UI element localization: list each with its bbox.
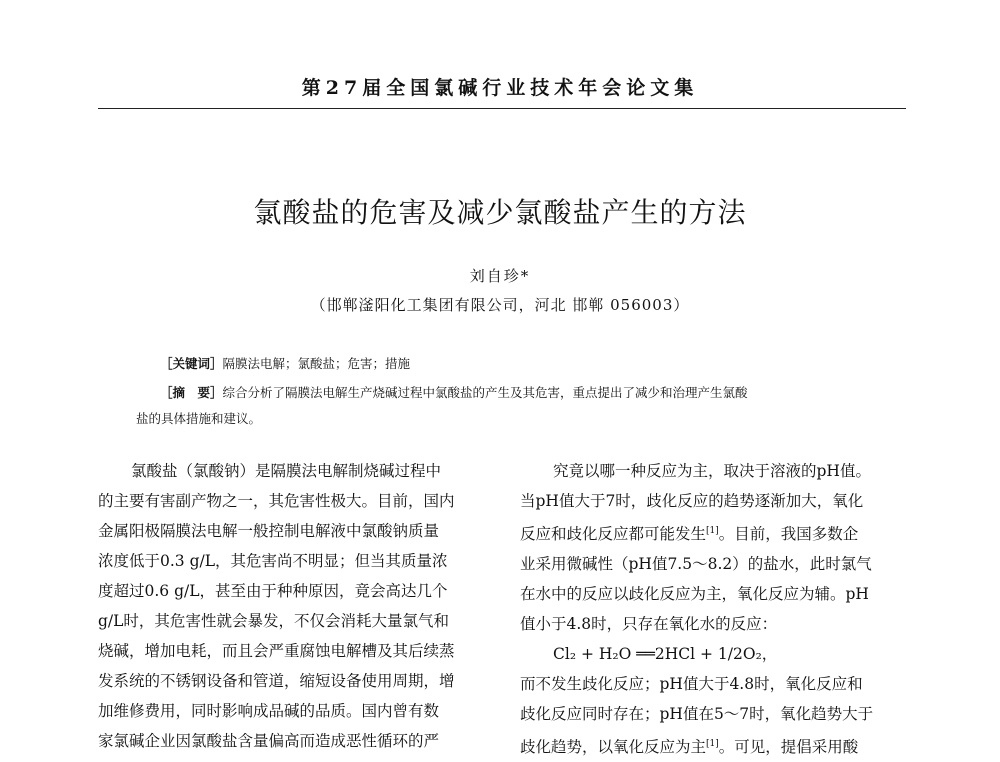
- left-line: 度超过0.6 g/L，甚至由于种种原因，竟会高达几个: [98, 582, 448, 600]
- header-rule: [98, 108, 906, 109]
- left-line: g/L时，其危害性就会暴发，不仅会消耗大量氯气和: [98, 612, 449, 630]
- right-column: [520, 456, 906, 762]
- right-line: 在水中的反应以歧化反应为主，氧化反应为辅。pH: [520, 585, 869, 604]
- author-name: 刘自珍*: [469, 267, 531, 285]
- left-line: 金属阳极隔膜法电解一般控制电解液中氯酸钠质量: [98, 522, 440, 540]
- right-line-tail: 。可见，提倡采用酸: [718, 738, 859, 757]
- left-column: [98, 456, 484, 756]
- left-line: 浓度低于0.3 g/L，其危害尚不明显；但当其质量浓: [98, 552, 448, 570]
- left-line: 加维修费用，同时影响成品碱的品质。国内曾有数: [98, 702, 440, 720]
- citation-ref: [1]: [706, 739, 719, 750]
- abstract-label: ［摘 要］: [160, 385, 223, 400]
- right-line-text: 歧化趋势，以氧化反应为主: [520, 738, 707, 757]
- left-line: 家氯碱企业因氯酸盐含量偏高而造成恶性循环的严: [98, 732, 440, 750]
- running-header: 第27届全国氯碱行业技术年会论文集: [301, 77, 699, 99]
- right-line: 当pH值大于7时，歧化反应的趋势逐渐加大，氧化: [520, 492, 864, 510]
- keywords-label: ［关键词］: [160, 356, 223, 371]
- author-affiliation: （邯郸滏阳化工集团有限公司，河北 邯郸 056003）: [310, 296, 690, 314]
- right-line: 而不发生歧化反应；pH值大于4.8时，氧化反应和: [520, 675, 863, 694]
- citation-ref: [1]: [706, 526, 719, 536]
- left-line: 的主要有害副产物之一，其危害性极大。目前，国内: [98, 492, 455, 510]
- chemical-equation: Cl₂ + H₂O ══2HCl + 1/2O₂，: [553, 645, 778, 664]
- abstract-line-1: 综合分析了隔膜法电解生产烧碱过程中氯酸盐的产生及其危害，重点提出了减少和治理产生氯酸: [222, 385, 748, 400]
- right-line: 值小于4.8时，只存在氧化水的反应：: [520, 615, 778, 634]
- left-line: 烧碱，增加电耗，而且会严重腐蚀电解槽及其后续蒸: [98, 642, 455, 660]
- abstract-line-2: 盐的具体措施和建议。: [136, 411, 262, 426]
- right-line: [520, 516, 906, 549]
- left-line: 氯酸盐（氯酸钠）是隔膜法电解制烧碱过程中: [131, 462, 442, 480]
- abstract: [136, 380, 886, 432]
- right-line-tail: 。目前，我国多数企: [718, 525, 859, 544]
- keywords: [160, 354, 880, 372]
- paper-title: 氯酸盐的危害及减少氯酸盐产生的方法: [253, 196, 747, 229]
- right-line: 歧化反应同时存在；pH值在5～7时，氧化趋势大于: [520, 705, 874, 724]
- right-line: [520, 729, 906, 762]
- keywords-text: 隔膜法电解；氯酸盐；危害；措施: [222, 356, 411, 371]
- left-line: 发系统的不锈钢设备和管道，缩短设备使用周期，增: [98, 672, 455, 690]
- right-line: 究竟以哪一种反应为主，取决于溶液的pH值。: [553, 462, 871, 480]
- right-line-text: 反应和歧化反应都可能发生: [520, 525, 707, 544]
- right-line: 业采用微碱性（pH值7.5～8.2）的盐水，此时氯气: [520, 555, 872, 574]
